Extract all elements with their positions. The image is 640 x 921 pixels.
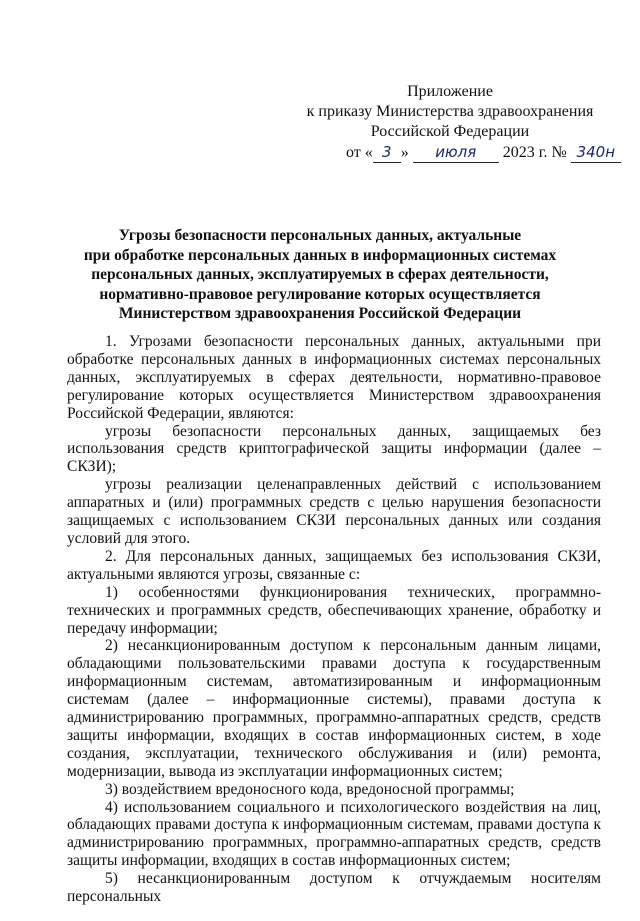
appendix-date-line — [290, 142, 616, 163]
appendix-header — [290, 82, 616, 163]
list-item-4: 4) использованием социального и психологического воздействия на лиц, обладающих правами доступа к информационным системам, правами доступа к администрированию программных, программно-аппаратных средств, средств защиты информации, входящих в состав информационных систем; — [67, 798, 601, 870]
paragraph-threats-with-skzi: угрозы реализации целенаправленных действий с использованием аппаратных и (или) программных средств с целью нарушения безопасности защищаемых с использованием СКЗИ персональных данных или создания условий для этого. — [67, 476, 601, 547]
title-line: Министерством здравоохранения Российской Федерации — [118, 305, 522, 322]
list-item-3: 3) воздействием вредоносного кода, вредоносной программы; — [105, 780, 515, 798]
title-line: Угрозы безопасности персональных данных, актуальные — [118, 227, 522, 244]
date-day-handwritten: 3 — [373, 142, 401, 163]
paragraph-1: 1. Угрозами безопасности персональных данных, актуальными при обработке персональных данных в информационных системах персональных данных, эксплуатируемых в сферах деятельности, нормативно-правовое регулирование которых осуществляется Министерством здравоохранения Российской Федерации, являются: — [67, 333, 601, 422]
date-month-handwritten: июля — [413, 142, 499, 163]
list-item-2: 2) несанкционированным доступом к персональным данным лицами, обладающими пользовательскими правами доступа к государственным информационным системам, автоматизированным и информационным системам (далее – информационные системы), правами доступа к администрированию программных, программно-аппаратных средств, средств защиты информации, входящих в состав информационных систем, в ходе создания, эксплуатации, технического обслуживания и (или) ремонта, модернизации, вывода из эксплуатации информационных систем; — [67, 637, 601, 780]
date-mid: » — [400, 144, 409, 161]
list-item-5: 5) несанкционированным доступом к отчуждаемым носителям персональных — [67, 870, 601, 906]
title-line: при обработке персональных данных в информационных системах — [83, 246, 557, 264]
document-body — [67, 333, 601, 906]
appendix-country: Российской Федерации — [370, 123, 530, 140]
paragraph-2: 2. Для персональных данных, защищаемых без использования СКЗИ, актуальными являются угрозы, связанные с: — [67, 547, 601, 583]
document-title — [60, 226, 580, 324]
title-line: нормативно-правовое регулирование которых осуществляется — [99, 285, 541, 303]
appendix-label: Приложение — [407, 83, 493, 100]
list-item-1: 1) особенностями функционирования технических, программно-технических и программных средств, обеспечивающих хранение, обработку и передачу информации; — [67, 583, 601, 637]
appendix-order-ref: к приказу Министерства здравоохранения — [306, 103, 594, 120]
paragraph-threats-without-skzi: угрозы безопасности персональных данных, защищаемых без использования средств криптографической защиты информации (далее – СКЗИ); — [67, 422, 601, 476]
date-prefix: от « — [346, 144, 373, 161]
date-year: 2023 г. № — [502, 144, 567, 161]
order-number-handwritten: 340н — [571, 142, 621, 163]
title-line: персональных данных, эксплуатируемых в сферах деятельности, — [91, 266, 549, 283]
